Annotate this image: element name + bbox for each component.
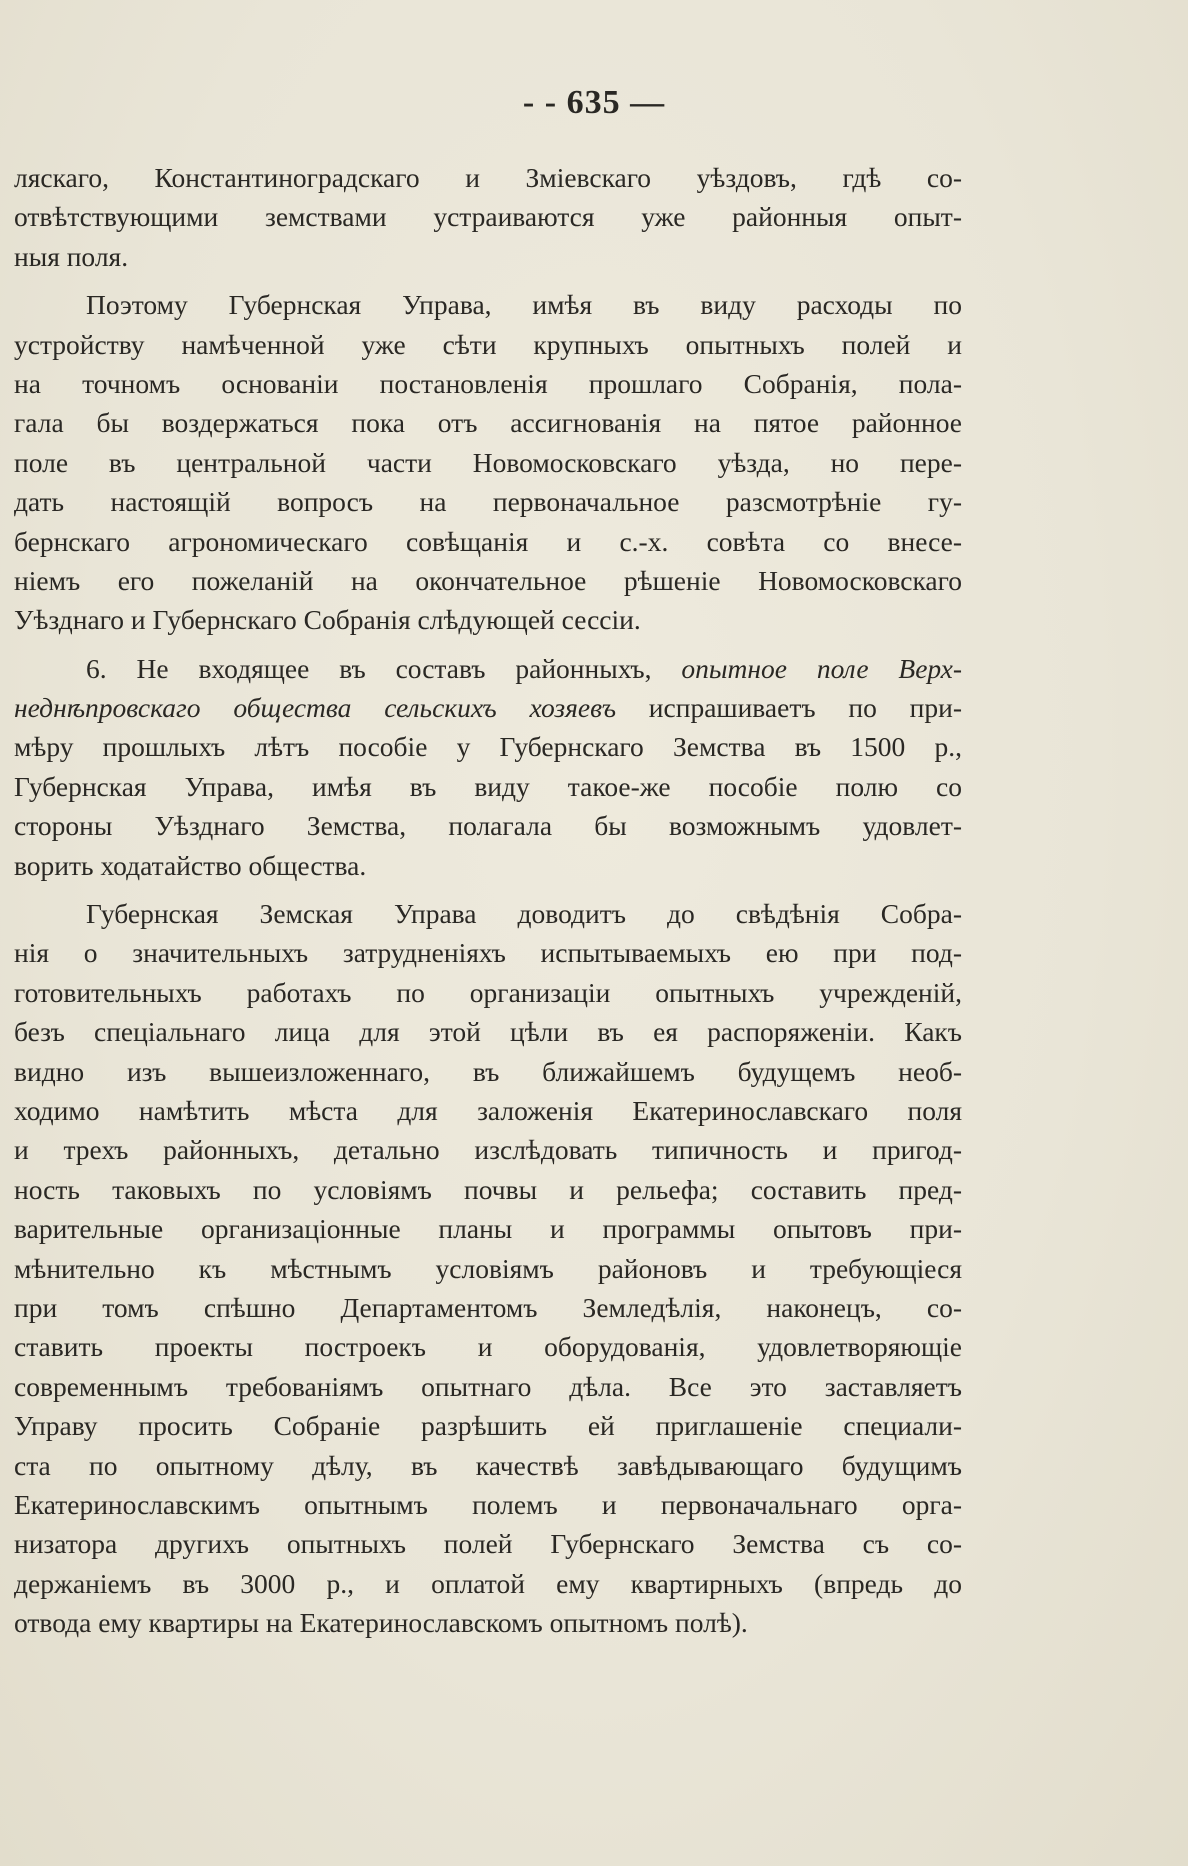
text-line: отвода ему квартиры на Екатеринославскомъ опытномъ полѣ). — [14, 1607, 748, 1639]
text-line: на точномъ основаніи постановленія прошлаго Собранія, пола- — [14, 367, 962, 399]
text-line: ляскаго, Константиноградскаго и Зміевскаго уѣздовъ, гдѣ со- — [14, 162, 962, 193]
text-line: безъ спеціальнаго лица для этой цѣли въ ея распоряженіи. Какъ — [14, 1016, 962, 1048]
text-line: ходимо намѣтить мѣста для заложенія Екатеринославскаго поля — [14, 1094, 962, 1126]
text-line — [14, 688, 962, 727]
text-line: современнымъ требованіямъ опытнаго дѣла. Все это заставляетъ — [14, 1370, 962, 1402]
text-line: Уѣзднаго и Губернскаго Собранія слѣдующей сессіи. — [14, 604, 641, 636]
text-line: нія о значительныхъ затрудненіяхъ испытываемыхъ ею при под- — [14, 937, 962, 969]
text-segment: 6. Не входящее въ составъ районныхъ, — [86, 652, 682, 684]
paragraph-2 — [14, 285, 962, 640]
text-line — [14, 649, 962, 688]
italic-segment: опытное поле Верх- — [681, 652, 962, 684]
text-line: ста по опытному дѣлу, въ качествѣ завѣдывающаго будущимъ — [14, 1449, 962, 1481]
text-line: Управу просить Собраніе разрѣшить ей приглашеніе специали- — [14, 1410, 962, 1442]
text-line: держаніемъ въ 3000 р., и оплатой ему квартирныхъ (впредь до — [14, 1567, 962, 1599]
italic-segment: неднѣпровскаго общества сельскихъ хозяевъ — [14, 692, 616, 724]
text-line: мѣнительно къ мѣстнымъ условіямъ районовъ и требующіеся — [14, 1252, 962, 1284]
body-text — [14, 158, 962, 1642]
text-line: готовительныхъ работахъ по организаціи опытныхъ учрежденій, — [14, 976, 962, 1008]
text-line: ворить ходатайство общества. — [14, 849, 367, 881]
text-line: ныя поля. — [14, 240, 129, 272]
text-line: ніемъ его пожеланій на окончательное рѣшеніе Новомосковскаго — [14, 564, 962, 596]
text-line: при томъ спѣшно Департаментомъ Земледѣлія, наконецъ, со- — [14, 1291, 962, 1323]
text-line: и трехъ районныхъ, детально изслѣдовать типичность и пригод- — [14, 1134, 962, 1166]
paragraph-3 — [14, 649, 962, 885]
text-segment: испрашиваетъ по при- — [615, 692, 962, 724]
text-line: низатора другихъ опытныхъ полей Губернскаго Земства съ со- — [14, 1528, 962, 1560]
text-line: отвѣтствующими земствами устраиваются уже районныя опыт- — [14, 201, 962, 233]
text-line: ность таковыхъ по условіямъ почвы и рельефа; составить пред- — [14, 1173, 962, 1205]
text-line: поле въ центральной части Новомосковскаго уѣзда, но пере- — [14, 446, 962, 478]
paragraph-1 — [14, 158, 962, 276]
text-line: бернскаго агрономическаго совѣщанія и с.-х. совѣта со внесе- — [14, 525, 962, 557]
paragraph-4 — [14, 894, 962, 1642]
text-line: видно изъ вышеизложеннаго, въ ближайшемъ будущемъ необ- — [14, 1055, 962, 1087]
text-line: дать настоящій вопросъ на первоначальное разсмотрѣніе гу- — [14, 486, 962, 518]
page-number: - - 635 — — [522, 84, 666, 121]
text-line: устройству намѣченной уже сѣти крупныхъ опытныхъ полей и — [14, 328, 962, 360]
text-line: мѣру прошлыхъ лѣтъ пособіе у Губернскаго Земства въ 1500 р., — [14, 731, 962, 763]
text-line: Екатеринославскимъ опытнымъ полемъ и первоначальнаго орга- — [14, 1488, 962, 1520]
text-line: Поэтому Губернская Управа, имѣя въ виду расходы по — [86, 289, 962, 321]
text-line: гала бы воздержаться пока отъ ассигнованія на пятое районное — [14, 407, 962, 439]
text-line: Губернская Управа, имѣя въ виду такое-же пособіе полю со — [14, 770, 962, 802]
text-line: варительные организаціонные планы и программы опытовъ при- — [14, 1213, 962, 1245]
text-line: Губернская Земская Управа доводитъ до свѣдѣнія Собра- — [86, 898, 962, 930]
text-line: стороны Уѣзднаго Земства, полагала бы возможнымъ удовлет- — [14, 810, 962, 842]
text-line: ставить проекты построекъ и оборудованія, удовлетворяющіе — [14, 1331, 962, 1363]
